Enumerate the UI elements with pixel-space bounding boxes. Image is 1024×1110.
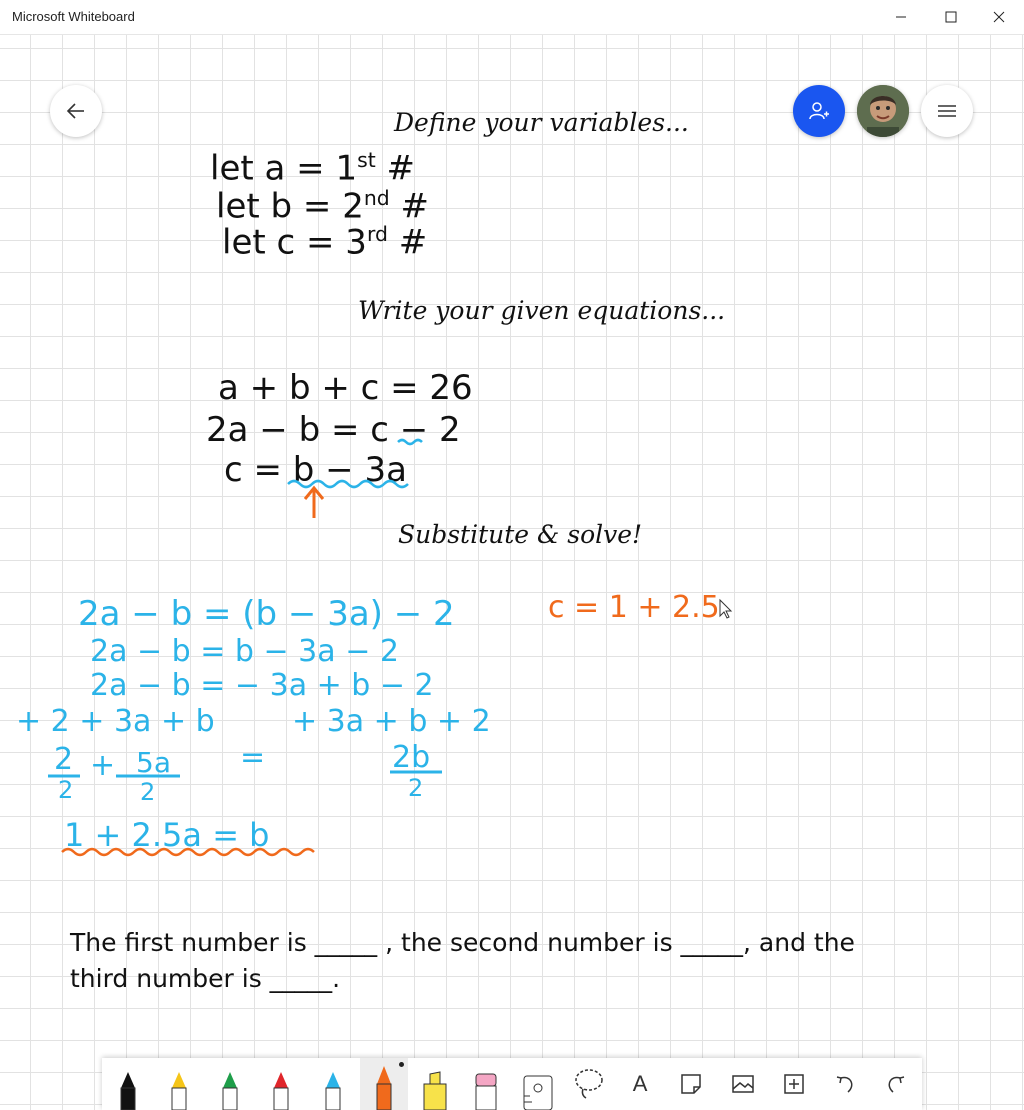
app-title: Microsoft Whiteboard [12, 9, 135, 24]
work-line-1: 2a − b = (b − 3a) − 2 [78, 594, 455, 634]
back-button[interactable] [50, 85, 102, 137]
tool-eraser[interactable] [462, 1058, 510, 1110]
tool-ruler[interactable] [514, 1058, 562, 1110]
variable-b-tail: # [389, 186, 429, 227]
invite-button[interactable] [793, 85, 845, 137]
variable-a-text: let a = 1 [210, 148, 358, 189]
work-line-4-right: + 3a + b + 2 [292, 704, 491, 739]
selected-indicator [399, 1062, 404, 1067]
tool-lasso-select[interactable] [565, 1058, 613, 1110]
title-bar [0, 0, 1024, 35]
yellow-pen-icon [166, 1070, 192, 1110]
hamburger-menu-icon [937, 103, 957, 119]
given-equation-3: c = b − 3a [224, 450, 407, 490]
work-line-2: 2a − b = b − 3a − 2 [90, 634, 399, 669]
maximize-icon [945, 11, 957, 23]
work-result: 1 + 2.5a = b [64, 816, 270, 854]
eraser-icon [472, 1070, 500, 1110]
variable-c-sup: rd [366, 222, 388, 246]
redo-button[interactable] [872, 1058, 920, 1110]
ruler-icon [522, 1070, 554, 1110]
variable-c-text: let c = 3 [222, 222, 367, 263]
user-avatar[interactable] [857, 85, 909, 137]
tool-add-content[interactable] [770, 1058, 818, 1110]
answer-sentence-line-1: The first number is _____ , the second number is _____, and the [70, 928, 855, 957]
work-line-3: 2a − b = − 3a + b − 2 [90, 668, 434, 703]
answer-sentence-line-2: third number is _____. [70, 964, 341, 993]
fraction-right-num: 2b [392, 740, 431, 775]
heading-given-equations: Write your given equations... [358, 296, 726, 325]
black-pen-icon [115, 1070, 141, 1110]
text-tool-icon: A [632, 1071, 648, 1096]
heading-define-variables: Define your variables... [394, 108, 689, 137]
redo-icon [885, 1073, 907, 1095]
variable-line-b [216, 186, 429, 226]
tool-yellow-pen[interactable] [155, 1058, 203, 1110]
given-equation-1: a + b + c = 26 [218, 368, 473, 408]
avatar-photo-icon [857, 85, 909, 137]
add-person-icon [808, 100, 830, 122]
tool-green-pen[interactable] [206, 1058, 254, 1110]
tool-insert-image[interactable] [719, 1058, 767, 1110]
orange-pen-icon [371, 1064, 397, 1110]
maximize-button[interactable] [928, 0, 974, 34]
tool-sticky-note[interactable] [667, 1058, 715, 1110]
blue-pen-icon [320, 1070, 346, 1110]
work-line-4-left: + 2 + 3a + b [16, 704, 215, 739]
tool-highlighter[interactable] [411, 1058, 459, 1110]
tool-orange-pen[interactable] [360, 1058, 408, 1110]
fraction-left-den-1: 2 [58, 776, 74, 804]
variable-c-tail: # [387, 222, 428, 263]
fraction-left-num-2: 5a [136, 746, 171, 779]
highlighter-icon [420, 1070, 450, 1110]
variable-a-tail: # [375, 148, 415, 189]
undo-button[interactable] [821, 1058, 869, 1110]
fraction-plus: + [90, 748, 116, 783]
fraction-left-num-1: 2 [54, 742, 74, 777]
tool-text[interactable] [616, 1058, 664, 1110]
green-pen-icon [217, 1070, 243, 1110]
close-button[interactable] [976, 0, 1022, 34]
red-pen-icon [268, 1070, 294, 1110]
variable-b-text: let b = 2 [216, 186, 364, 227]
heading-substitute: Substitute & solve! [398, 520, 643, 549]
lasso-icon [573, 1067, 605, 1101]
close-icon [993, 11, 1005, 23]
tool-blue-pen[interactable] [309, 1058, 357, 1110]
add-square-icon [783, 1073, 805, 1095]
orange-side-equation: c = 1 + 2.5 [548, 590, 720, 625]
undo-icon [834, 1073, 856, 1095]
tool-black-pen[interactable] [104, 1058, 152, 1110]
variable-line-a [210, 148, 415, 188]
fraction-right-den: 2 [408, 774, 424, 802]
variable-line-c [222, 222, 427, 262]
tool-red-pen[interactable] [257, 1058, 305, 1110]
minimize-button[interactable] [878, 0, 924, 34]
menu-button[interactable] [921, 85, 973, 137]
inking-toolbar [102, 1058, 922, 1110]
sticky-note-icon [680, 1073, 702, 1095]
image-icon [731, 1074, 755, 1094]
back-arrow-icon [65, 100, 87, 122]
minimize-icon [895, 11, 907, 23]
given-equation-2: 2a − b = c − 2 [206, 410, 461, 450]
fraction-equals: = [240, 740, 266, 775]
variable-a-sup: st [357, 148, 376, 172]
variable-b-sup: nd [363, 186, 390, 210]
fraction-left-den-2: 2 [140, 778, 156, 806]
